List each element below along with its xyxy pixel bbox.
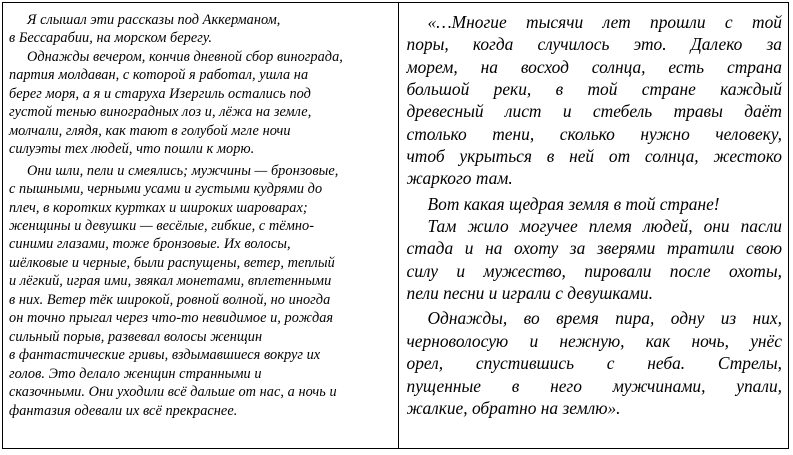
right-column-text [399, 3, 789, 448]
text-line: партия молдаван, с которой я работал, ушла на [9, 67, 309, 84]
text-line: силу и мужество, пировали после охоты, [406, 260, 782, 281]
text-line: Вот какая щедрая земля в той стране! [427, 193, 720, 214]
text-line: Там жило могучее племя людей, они пасли [427, 216, 782, 237]
text-line: густой тенью виноградных лоз и, лёжа на земле, [9, 104, 312, 121]
text-line: пущенные в него мужчинами, упали, [406, 375, 782, 396]
text-line: голов. Это делало женщин странными и [9, 365, 262, 382]
text-line: древесный лист и стебель травы даёт [406, 101, 782, 122]
text-line: с пышными, черными усами и густыми кудрями до [9, 181, 323, 198]
text-line: Я слышал эти рассказы под Аккерманом, [27, 12, 281, 28]
text-line: стада и на охоту за зверями тратили свою [406, 238, 782, 259]
text-line: в Бессарабии, на морском берегу. [9, 30, 213, 47]
text-line: молчали, глядя, как тают в голубой мгле ночи [9, 122, 291, 139]
text-line: жаркого там. [406, 168, 513, 189]
text-line: большой реки, в той стране каждый [406, 79, 782, 100]
text-line: сказочными. Они уходили всё дальше от нас, а ночь и [9, 384, 337, 401]
text-line: в них. Ветер тёк широкой, ровной волной, но иногда [9, 291, 331, 308]
text-line: чтоб укрыться в ней от солнца, жестоко [406, 146, 782, 167]
text-line: женщины и девушки — весёлые, гибкие, с тёмно- [9, 217, 315, 234]
text-line: поры, когда случилось это. Далеко за [406, 34, 782, 55]
text-line: морем, на восход солнца, есть страна [406, 56, 782, 77]
text-line: в фантастические гривы, вздымавшиеся вокруг их [9, 347, 321, 364]
document-table [2, 2, 789, 449]
text-line: Они шли, пели и смеялись; мужчины — бронзовые, [27, 162, 339, 179]
text-line: пели песни и играли с девушками. [406, 283, 653, 304]
text-line: фантазия одевали их всё прекраснее. [9, 402, 238, 419]
text-line: «…Многие тысячи лет прошли с той [427, 12, 782, 32]
text-line: жалкие, обратно на землю». [406, 397, 621, 418]
text-line: сильный порыв, развевал волосы женщин [9, 328, 263, 345]
text-line: Однажды вечером, кончив дневной сбор винограда, [27, 48, 343, 65]
text-line: силуэты тех людей, что пошли к морю. [9, 141, 255, 158]
text-line: Однажды, во время пира, одну из них, [427, 308, 782, 329]
text-line: он точно прыгал через что-то невидимое и, рождая [9, 310, 334, 327]
text-line: плеч, в коротких куртках и широких шароварах; [9, 199, 308, 216]
text-line: шёлковые и черные, были распущены, ветер, теплый [9, 254, 335, 271]
left-column-text [3, 3, 399, 448]
text-line: синими глазами, тоже бронзовые. Их волосы, [9, 236, 291, 253]
text-line: и лёгкий, играя ими, звякал монетами, вплетенными [9, 273, 332, 290]
text-line: черноволосую и нежную, как ночь, унёс [406, 330, 782, 351]
text-line: берег моря, а я и старуха Изергиль остались под [9, 85, 311, 102]
text-line: орел, спустившись с неба. Стрелы, [406, 353, 782, 374]
text-line: столько тени, сколько нужно человеку, [406, 123, 782, 144]
